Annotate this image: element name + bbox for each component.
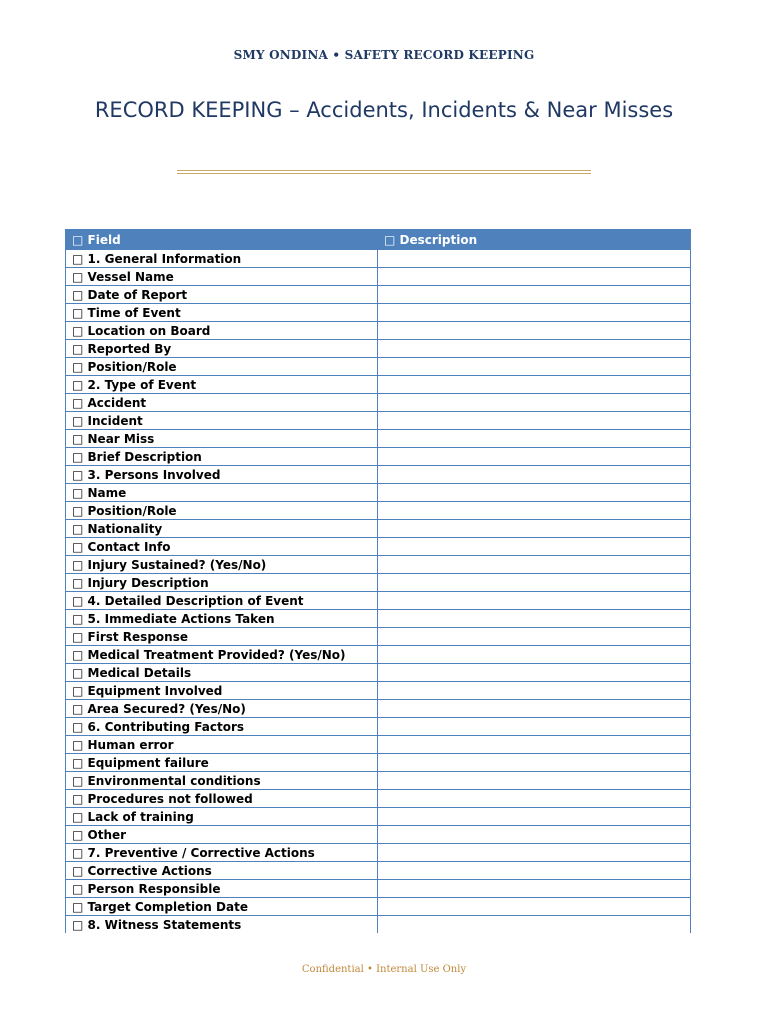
description-cell[interactable] [378,358,691,376]
table-row [66,322,691,340]
description-cell[interactable] [378,700,691,718]
description-cell[interactable] [378,394,691,412]
table-row [66,754,691,772]
footer-confidential: Confidential • Internal Use Only [301,964,467,975]
table-row [66,268,691,286]
title-divider [177,170,591,174]
table-header-row [66,230,691,250]
field-label-cell: □ Brief Description [66,448,378,466]
description-cell[interactable] [378,898,691,916]
table-row [66,772,691,790]
description-cell[interactable] [378,340,691,358]
field-label-cell: □ Position/Role [66,502,378,520]
table-row [66,430,691,448]
description-cell[interactable] [378,574,691,592]
field-label-cell: □ Medical Details [66,664,378,682]
field-label-cell: □ Vessel Name [66,268,378,286]
field-label-cell: □ Person Responsible [66,880,378,898]
table-row [66,250,691,268]
field-label-cell: □ Location on Board [66,322,378,340]
table-row [66,574,691,592]
description-cell[interactable] [378,412,691,430]
table-row [66,538,691,556]
table-row [66,916,691,934]
table-row [66,520,691,538]
description-cell[interactable] [378,466,691,484]
description-cell[interactable] [378,376,691,394]
field-label-cell: □ Corrective Actions [66,862,378,880]
field-label-cell: □ 6. Contributing Factors [66,718,378,736]
description-cell[interactable] [378,628,691,646]
field-label-cell: □ Date of Report [66,286,378,304]
table-row [66,304,691,322]
field-label-cell: □ First Response [66,628,378,646]
field-label-cell: □ Position/Role [66,358,378,376]
table-row [66,340,691,358]
field-label-cell: □ 7. Preventive / Corrective Actions [66,844,378,862]
table-row [66,376,691,394]
description-cell[interactable] [378,304,691,322]
table-row [66,844,691,862]
field-label-cell: □ Other [66,826,378,844]
field-label-cell: □ 2. Type of Event [66,376,378,394]
description-cell[interactable] [378,862,691,880]
field-label-cell: □ Accident [66,394,378,412]
description-cell[interactable] [378,322,691,340]
table-row [66,700,691,718]
table-row [66,718,691,736]
description-cell[interactable] [378,736,691,754]
table-row [66,628,691,646]
description-cell[interactable] [378,520,691,538]
field-label-cell: □ Area Secured? (Yes/No) [66,700,378,718]
field-label-cell: □ Medical Treatment Provided? (Yes/No) [66,646,378,664]
description-cell[interactable] [378,502,691,520]
description-cell[interactable] [378,448,691,466]
table-row [66,736,691,754]
field-label-cell: □ 5. Immediate Actions Taken [66,610,378,628]
table-row [66,412,691,430]
table-row [66,592,691,610]
table-row [66,610,691,628]
field-label-cell: □ Reported By [66,340,378,358]
field-label-cell: □ Contact Info [66,538,378,556]
field-label-cell: □ 1. General Information [66,250,378,268]
table-row [66,808,691,826]
table-row [66,502,691,520]
description-cell[interactable] [378,538,691,556]
field-label-cell: □ Nationality [66,520,378,538]
field-label-cell: □ Incident [66,412,378,430]
field-label-cell: □ Near Miss [66,430,378,448]
column-header-field: □ Field [66,230,378,250]
table-row [66,646,691,664]
field-label-cell: □ Time of Event [66,304,378,322]
field-label-cell: □ Injury Sustained? (Yes/No) [66,556,378,574]
description-cell[interactable] [378,484,691,502]
field-label-cell: □ Procedures not followed [66,790,378,808]
running-header: SMY ONDINA • SAFETY RECORD KEEPING [233,48,535,62]
field-label-cell: □ Injury Description [66,574,378,592]
description-cell[interactable] [378,268,691,286]
table-row [66,484,691,502]
description-cell[interactable] [378,664,691,682]
column-header-description: □ Description [378,230,691,250]
description-cell[interactable] [378,682,691,700]
table-row [66,862,691,880]
table-row [66,556,691,574]
table-row [66,790,691,808]
table-row [66,358,691,376]
description-cell[interactable] [378,880,691,898]
description-cell[interactable] [378,610,691,628]
field-label-cell: □ Human error [66,736,378,754]
description-cell[interactable] [378,286,691,304]
description-cell[interactable] [378,430,691,448]
description-cell[interactable] [378,916,691,934]
field-label-cell: □ Equipment Involved [66,682,378,700]
table-row [66,898,691,916]
table-row [66,448,691,466]
document-title: RECORD KEEPING – Accidents, Incidents & Near Misses [94,98,674,122]
description-cell[interactable] [378,250,691,268]
field-label-cell: □ 4. Detailed Description of Event [66,592,378,610]
field-label-cell: □ Lack of training [66,808,378,826]
table-row [66,286,691,304]
description-cell[interactable] [378,808,691,826]
table-row [66,664,691,682]
description-cell[interactable] [378,826,691,844]
field-label-cell: □ Name [66,484,378,502]
description-cell[interactable] [378,592,691,610]
description-cell[interactable] [378,844,691,862]
field-label-cell: □ Equipment failure [66,754,378,772]
description-cell[interactable] [378,646,691,664]
record-form-table [65,229,691,933]
field-label-cell: □ Environmental conditions [66,772,378,790]
description-cell[interactable] [378,772,691,790]
table-row [66,394,691,412]
description-cell[interactable] [378,790,691,808]
description-cell[interactable] [378,556,691,574]
description-cell[interactable] [378,718,691,736]
field-label-cell: □ 8. Witness Statements [66,916,378,934]
table-row [66,466,691,484]
table-row [66,682,691,700]
field-label-cell: □ 3. Persons Involved [66,466,378,484]
table-body [66,250,691,934]
description-cell[interactable] [378,754,691,772]
field-label-cell: □ Target Completion Date [66,898,378,916]
table-row [66,880,691,898]
table-row [66,826,691,844]
